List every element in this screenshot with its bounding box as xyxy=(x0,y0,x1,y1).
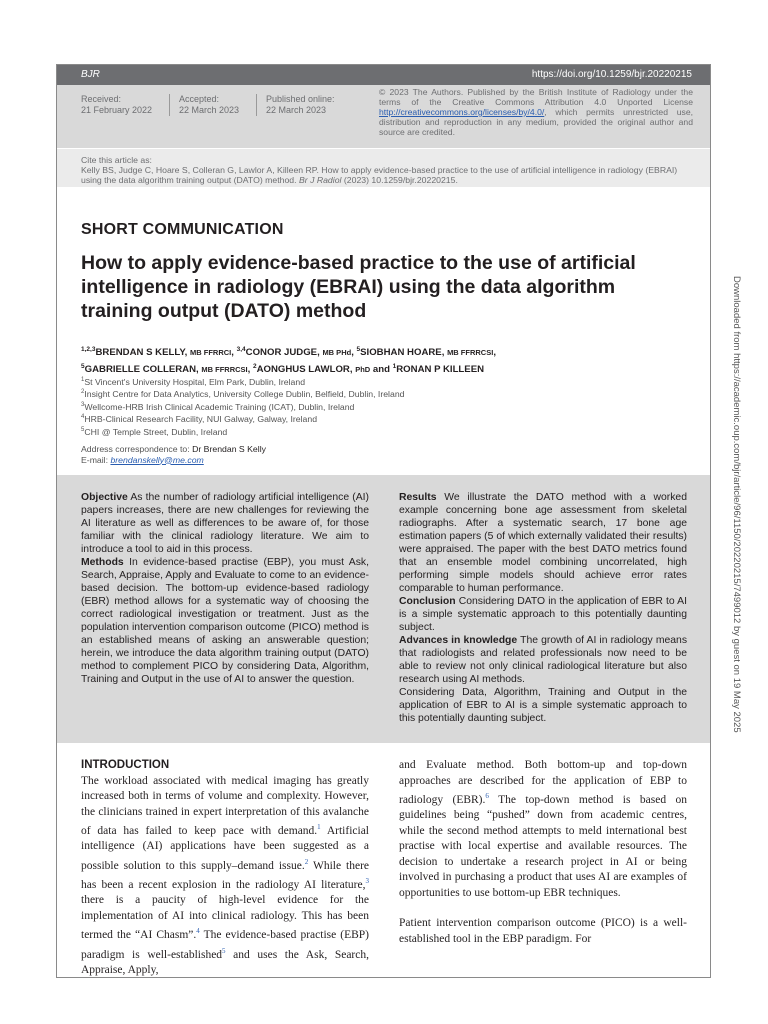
journal-name: BJR xyxy=(81,69,100,80)
article-type: SHORT COMMUNICATION xyxy=(81,221,284,238)
paragraph: The workload associated with medical imaging has greatly increased both in terms of volume and complexity. However, the clinicians trained in expert interpretation of this avalanche of data has failed to keep pace with demand.$^1$ Artificial intelligence (AI) applications have been suggested as a possible solution to this supply–demand issue.$^2$ While there has been a recent explosion in the radiology AI literature,$^3$ there is a paucity of high-level evidence for the implementation of AI into clinical radiology. This has been termed the “AI Chasm”.$^4$ The evidence-based practise (EBP) paradigm is well-established$^5$ and uses the Ask, Search, Appraise, Apply, xyxy=(81,774,370,977)
accepted-date: Accepted: 22 March 2023 xyxy=(179,94,240,115)
article-title: How to apply evidence-based practice to the use of artificial intelligence in radiology (EBRAI) using the data algorithm training output (DATO) method xyxy=(81,252,636,322)
correspondence: Address correspondence to: Dr Brendan S Kelly E-mail: brendanskelly@me.com xyxy=(81,444,266,465)
license-text: © 2023 The Authors. Published by the British Institute of Radiology under the terms of the Creative Commons Attribution 4.0 Unported License http://creativecommons.org/licenses/by/4.0/, which permits unrestricted use, distribution and reproduction in any medium, provided the original author and source are credited. xyxy=(379,87,693,137)
author-list: $^{1,2,3}$BRENDAN S KELLY, MB FFRRCI, $^{3,4}$CONOR JUDGE, MB PHd, $^5$SIOBHAN HOARE, MB FFRRCSI, $^5$GABRIELLE COLLERAN, MB FFRRCSI, $^2$AONGHUS LAWLOR, PhD and $^1$RONAN P KILLEEN xyxy=(81,346,496,376)
author: $^5$SIOBHAN HOARE, MB FFRRCSI, xyxy=(356,346,496,359)
email-link[interactable]: brendanskelly@me.com xyxy=(110,454,204,465)
author: $^2$AONGHUS LAWLOR, PhD xyxy=(252,363,371,376)
body-left-column xyxy=(81,758,369,978)
dates-bar xyxy=(57,85,710,148)
divider xyxy=(169,94,170,116)
published-date: Published online: 22 March 2023 xyxy=(266,94,335,115)
abstract-left-column: Objective As the number of radiology artificial intelligence (AI) papers increases, there are new challenges for reviewing the AI literature as well as differences to be aware of, for those familiar with the clinical radiology literature. We aim to introduce a tool to aid in this process. Methods In evidence-based practise (EBP), you must Ask, Search, Appraise, Apply and Evaluate to come to an evidence-based decision. The bottom-up evidence-based radiology (EBR) method allows for a systematic way of choosing the correct radiological investigation or treatment. Just as the population intervention comparison outcome (PICO) method is an established means of asking an answerable question; herein, we introduce the data algorithm training output (DATO) method to complement PICO by considering Data, Algorithm, Training and Output in the use of AI to answer the question. xyxy=(81,492,369,685)
abstract-right-column: Results We illustrate the DATO method with a worked example concerning bone age assessment from skeletal radiographs. After a systematic search, 17 bone age estimation papers (5 of which externally validated their results) were appraised. The paper with the best DATO metrics found that an ensemble model combining uncorrelated, high performing simple models should achieve error rates comparable to human performance. Conclusion Considering DATO in the application of EBR to AI is a simple systematic approach to this potentially daunting subject. Advances in knowledge The growth of AI in radiology means that radiologists and related professionals now need to be able to review not only clinical radiological literature but also research using AI methods. Considering Data, Algorithm, Training and Output in the application of EBR to AI is a simple systematic approach to this potentially daunting subject. xyxy=(399,492,688,724)
paragraph: and Evaluate method. Both bottom-up and top-down approaches are described for the application of EBP to radiology (EBR).$^6$ The top-down method is based on guidelines being “pushed” down from academic centres, while the second method attempts to meld international best practise with local expertise and available resources. The decision to undertake a research project in AI or being involved in purchasing a product that uses AI are examples of opportunities to use bottom-up EBR techniques. xyxy=(399,759,687,899)
affiliation: $^2$Insight Centre for Data Analytics, University College Dublin, Belfield, Dublin, Ireland xyxy=(81,389,405,400)
body-right-column xyxy=(399,758,687,947)
journal-header-bar xyxy=(57,65,710,85)
author: $^{1,2,3}$BRENDAN S KELLY, MB FFRRCI, xyxy=(81,346,237,359)
abstract-box xyxy=(57,475,710,743)
license-link[interactable]: http://creativecommons.org/licenses/by/4.0/ xyxy=(379,107,545,117)
affiliation: $^4$HRB-Clinical Research Facility, NUI Galway, Galway, Ireland xyxy=(81,414,318,425)
affiliation: $^1$St Vincent's University Hospital, Elm Park, Dublin, Ireland xyxy=(81,376,306,387)
affiliation: $^5$CHI @ Temple Street, Dublin, Ireland xyxy=(81,426,228,437)
article-page xyxy=(56,64,711,978)
received-date: Received: 21 February 2022 xyxy=(81,94,153,115)
section-heading: INTRODUCTION xyxy=(81,759,170,771)
citation-box xyxy=(57,149,710,187)
doi-link[interactable]: https://doi.org/10.1259/bjr.20220215 xyxy=(531,69,692,80)
affiliations xyxy=(81,375,681,437)
citation-text: Cite this article as: Kelly BS, Judge C, Hoare S, Colleran G, Lawlor A, Killeen RP. How to apply evidence-based practice to the use of artificial intelligence in radiology (EBRAI) using the data algorithm training output (DATO) method. Br J Radiol (2023) 10.1259/bjr.20220215. xyxy=(81,155,678,185)
paragraph: Patient intervention comparison outcome (PICO) is a well-established tool in the EBP paradigm. For xyxy=(399,917,687,945)
author: $^5$GABRIELLE COLLERAN, MB FFRRCSI, xyxy=(81,363,253,376)
divider xyxy=(256,94,257,116)
author: $^1$RONAN P KILLEEN xyxy=(392,363,485,376)
author: $^{3,4}$CONOR JUDGE, MB PHd, xyxy=(236,346,357,359)
affiliation: $^3$Wellcome-HRB Irish Clinical Academic Training (ICAT), Dublin, Ireland xyxy=(81,401,355,412)
download-notice: Downloaded from https://academic.oup.com/bjr/article/96/1150/20220215/7499012 by guest on 19 May 2025 xyxy=(731,276,742,733)
